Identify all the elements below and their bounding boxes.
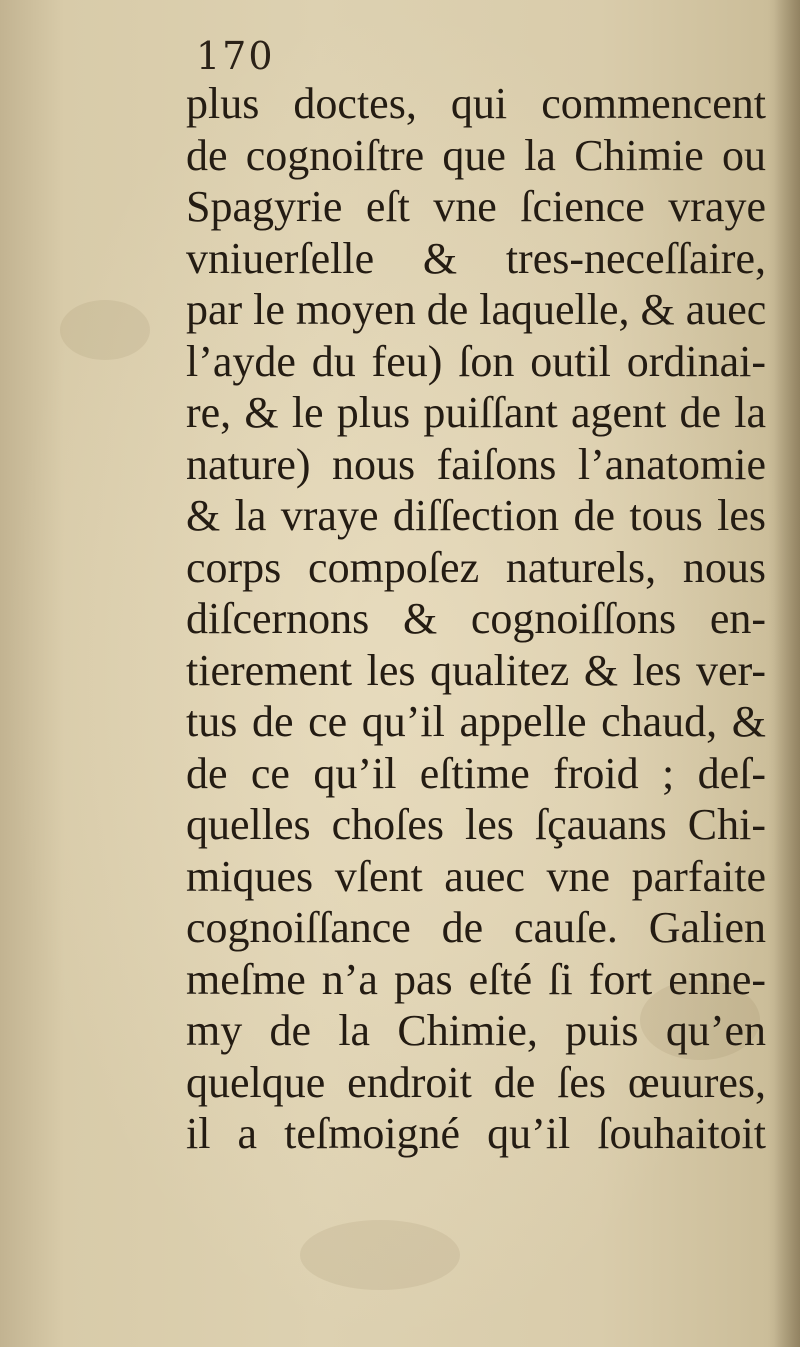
text-line: quelque endroit de ſes œuures, [186,1057,766,1107]
body-text [186,78,766,1160]
text-line: corps compoſez naturels, nous [186,542,766,592]
text-line: il a teſmoigné qu’il ſouhaitoit [186,1109,766,1158]
page-number: 170 [196,34,275,78]
text-line: cognoiſſance de cauſe. Galien [186,903,766,952]
paper-stain [60,300,150,360]
paper-stain [300,1220,460,1290]
text-line: vniuerſelle & tres-neceſſaire, [186,233,766,283]
text-line: & la vraye diſſection de tous les [186,491,766,540]
text-line: my de la Chimie, puis qu’en [186,1006,766,1055]
text-line: nature) nous faiſons l’anatomie [186,439,766,489]
text-line: re, & le plus puiſſant agent de la [186,388,766,437]
text-line: quelles choſes les ſçauans Chi- [186,800,766,849]
text-line: par le moyen de laquelle, & auec [186,285,767,334]
text-line: plus doctes, qui commencent [186,79,766,128]
text-line: tierement les qualitez & les ver- [186,645,766,695]
text-line: miques vſent auec vne parfaite [186,851,766,901]
text-line: Spagyrie eſt vne ſcience vraye [186,182,766,231]
page-edge-shadow [774,0,800,1347]
text-line: de ce qu’il eſtime froid ; deſ- [186,748,766,798]
text-line: diſcernons & cognoiſſons en- [186,594,766,643]
text-line: de cognoiſtre que la Chimie ou [186,130,766,180]
text-line: l’ayde du feu) ſon outil ordinai- [186,336,766,386]
text-line: tus de ce qu’il appelle chaud, & [186,697,766,746]
text-line: meſme n’a pas eſté ſi fort enne- [186,954,766,1004]
